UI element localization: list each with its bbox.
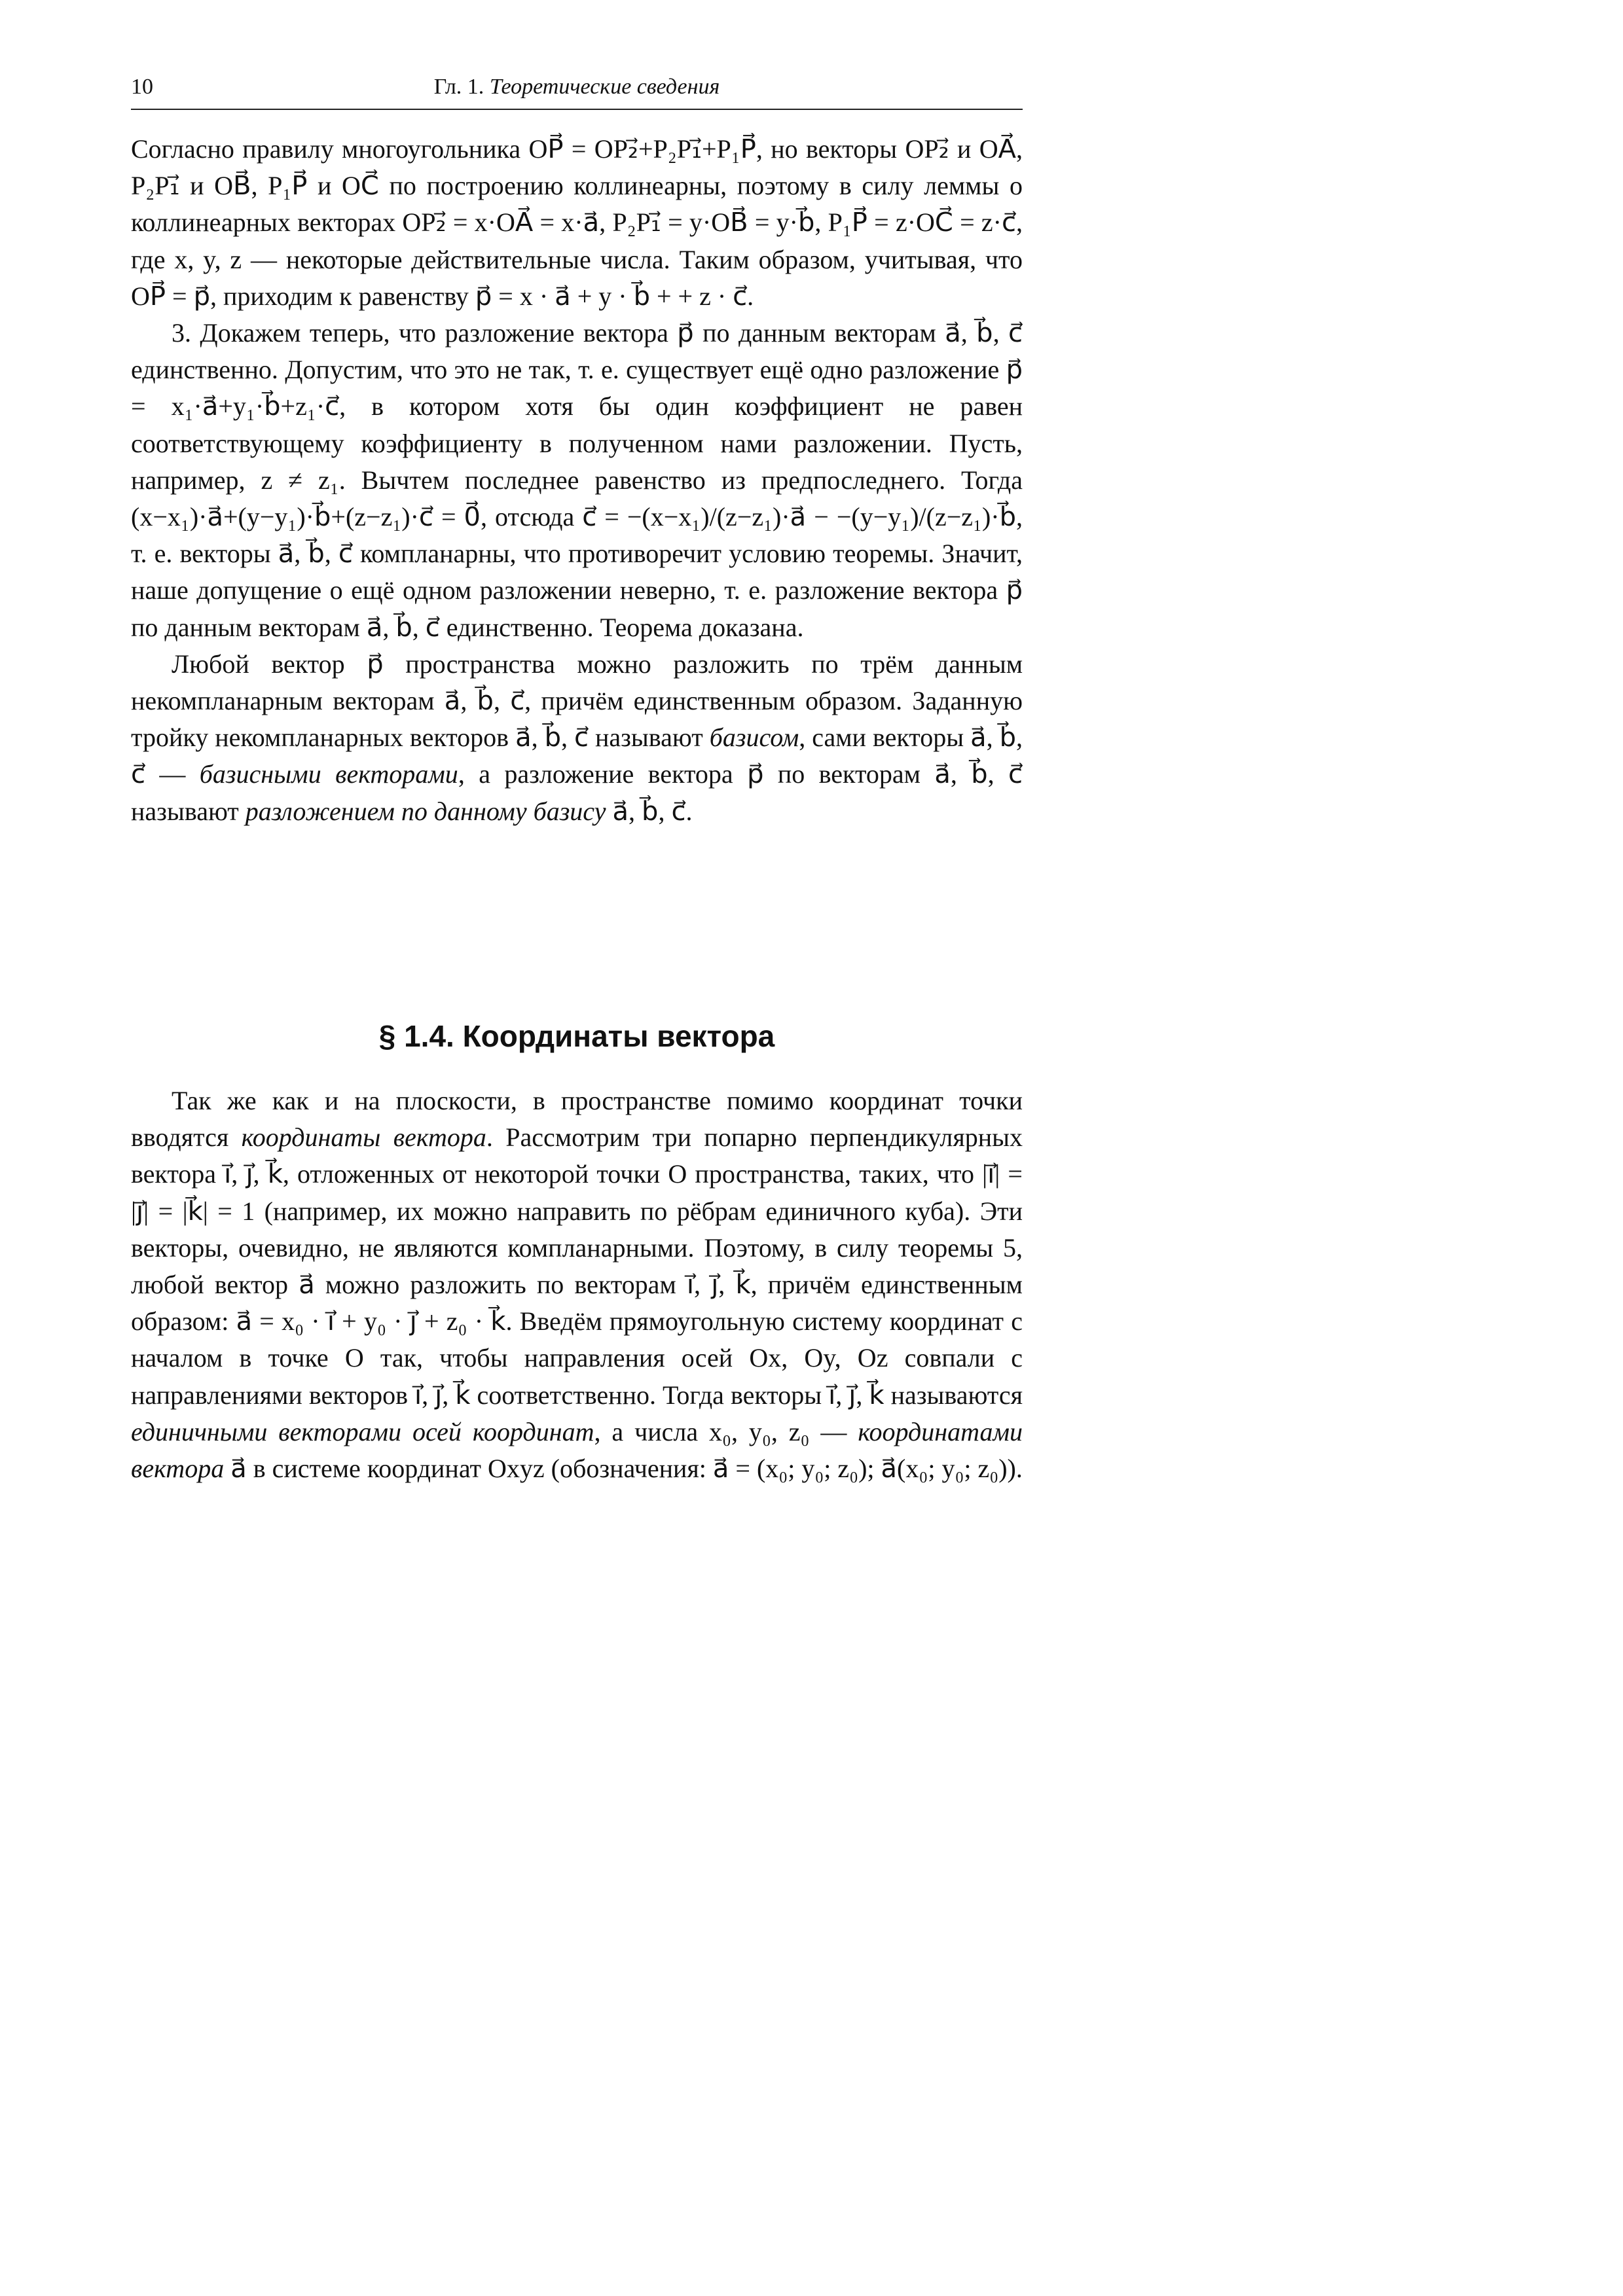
basis-term: базисом [709, 723, 799, 753]
chapter-label: Гл. 1. [433, 75, 484, 99]
text-block-top [131, 131, 1023, 830]
paragraph-basis-definition [131, 646, 1023, 830]
coords-text-1: Так же как и на плоскости, в пространстве помимо координат точки вводятся [131, 1086, 1023, 1153]
paragraph-decomposition: Согласно правилу многоугольника OP⃗ = OP₂⃗+P₂P₁⃗+P₁P⃗, но векторы OP₂⃗ и OA⃗, P₂P₁⃗ и OB⃗, P₁P⃗ и OC⃗ по построению коллинеарны, поэтому в силу леммы о коллинеарных векторах OP₂⃗ = x·OA⃗ = x·a⃗, P₂P₁⃗ = y·OB⃗ = y·b⃗, P₁P⃗ = z·OC⃗ = z·c⃗, где x, y, z — некоторые действительные числа. Таким образом, учитывая, что OP⃗ = p⃗, приходим к равенству p⃗ = x · a⃗ + y · b⃗ + + z · c⃗. [131, 134, 1023, 311]
basis-vectors-term: базисными векторами [199, 759, 458, 789]
unit-vectors-term: единичными векторами осей координат [131, 1416, 594, 1446]
page-header [131, 71, 1023, 110]
text-block-section [131, 1083, 1023, 1487]
coords-text-3: , а числа x₀, y₀, z₀ — [594, 1416, 858, 1446]
basis-text-4: a⃗, b⃗, c⃗. [606, 796, 693, 826]
basis-decomposition-term: разложением по данному базису [245, 796, 606, 826]
basis-text-1: Любой вектор p⃗ пространства можно разложить по трём данным некомпланарным векторам a⃗, b⃗, c⃗, причём единственным образом. Заданную тройку некомпланарных векторов a⃗, b⃗, c⃗ называют [131, 649, 1023, 753]
basis-text-3: , а разложение вектора p⃗ по векторам a⃗, b⃗, c⃗ называют [131, 759, 1023, 826]
vector-coordinates-term: координатами вектора [131, 1416, 1023, 1484]
page-number: 10 [131, 75, 153, 99]
coords-term: координаты вектора [241, 1122, 486, 1153]
section-heading: § 1.4. Координаты вектора [378, 1019, 775, 1053]
coords-text-4: a⃗ в системе координат Oxyz (обозначения: a⃗ = (x₀; y₀; z₀); a⃗(x₀; y₀; z₀)). [224, 1454, 1023, 1484]
coords-text-2: . Рассмотрим три попарно перпендикулярных вектора i⃗, j⃗, k⃗, отложенных от некоторой точки O пространства, таких, что |i⃗| = |j⃗| = |k⃗| = 1 (например, их можно направить по рёбрам единичного куба). Эти векторы, очевидно, не являются компланарными. Поэтому, в силу теоремы 5, любой вектор a⃗ можно разложить по векторам i⃗, j⃗, k⃗, причём единственным образом: a⃗ = x₀ · i⃗ + y₀ · j⃗ + z₀ · k⃗. Введём прямоугольную систему координат с началом в точке O так, чтобы направления осей Ox, Oy, Oz совпали с направлениями векторов i⃗, j⃗, k⃗ соответственно. Тогда векторы i⃗, j⃗, k⃗ называются [131, 1122, 1023, 1410]
basis-text-2: , сами векторы a⃗, b⃗, c⃗ — [131, 723, 1023, 789]
chapter-title: Теоретические сведения [489, 75, 720, 99]
paragraph-vector-coordinates [131, 1083, 1023, 1487]
paragraph-uniqueness-proof: 3. Докажем теперь, что разложение вектора p⃗ по данным векторам a⃗, b⃗, c⃗ единственно. Допустим, что это не так, т. е. существует ещё одно разложение p⃗ = x₁·a⃗+y₁·b⃗+z₁·c⃗, в котором хотя бы один коэффициент не равен соответствующему коэффициенту в полученном нами разложении. Пусть, например, z ≠ z₁. Вычтем последнее равенство из предпоследнего. Тогда (x−x₁)·a⃗+(y−y₁)·b⃗+(z−z₁)·c⃗ = 0⃗, отсюда c⃗ = −(x−x₁)/(z−z₁)·a⃗ − −(y−y₁)/(z−z₁)·b⃗, т. е. векторы a⃗, b⃗, c⃗ компланарны, что противоречит условию теоремы. Значит, наше допущение о ещё одном разложении неверно, т. е. разложение вектора p⃗ по данным векторам a⃗, b⃗, c⃗ единственно. Теорема доказана. [131, 318, 1023, 642]
running-head [131, 75, 1023, 99]
